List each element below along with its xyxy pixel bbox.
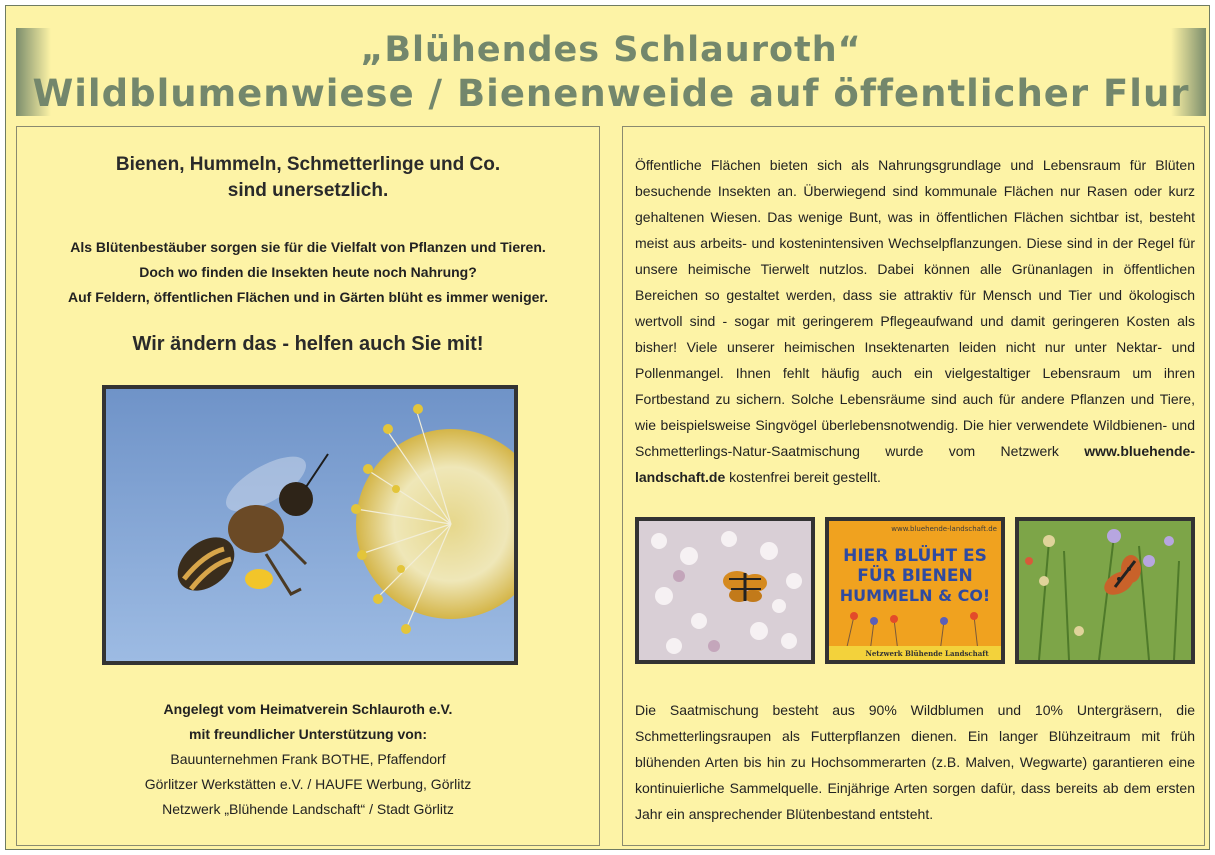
sign-line1: HIER BLÜHT ES (843, 546, 987, 566)
butterfly-photo-2 (1015, 517, 1195, 664)
butterfly (723, 571, 767, 602)
left-heading (17, 152, 599, 204)
sign-footer: Netzwerk Blühende Landschaft (865, 649, 989, 658)
network-link[interactable]: www.bluehende-landschaft.de (635, 443, 1195, 485)
credits-line: mit freundlicher Unterstützung von: (189, 726, 427, 742)
poster (5, 5, 1210, 850)
info-paragraph-2: Die Saatmischung besteht aus 90% Wildblumen und 10% Untergräsern, die Schmetterlingsraupen als Futterpflanzen dienen. Ein langer Blühzeitraum mit früh blühenden Arten bis hin zu Hochsommerarten (z.B. Malven, Wegwarte) garantieren eine kontinuierliche Sammelquelle. Einjährige Arten sorgen dafür, dass bereits ab dem ersten Jahr ein ansprechender Blütenbestand entsteht. (635, 702, 1195, 822)
poster-title: „Blühendes Schlauroth“ (360, 30, 862, 70)
credits-line: Netzwerk „Blühende Landschaft“ / Stadt Görlitz (162, 801, 454, 817)
sign-line2: FÜR BIENEN (857, 566, 973, 586)
left-heading-line2: sind unersetzlich. (227, 180, 389, 201)
credits-line: Görlitzer Werkstätten e.V. / HAUFE Werbung, Görlitz (144, 776, 472, 792)
intro-line: Als Blütenbestäuber sorgen sie für die Vielfalt von Pflanzen und Tieren. (70, 239, 546, 255)
butterfly-photo-1 (635, 517, 815, 664)
credits-line: Angelegt vom Heimatverein Schlauroth e.V. (163, 701, 453, 717)
poster-header (16, 28, 1206, 116)
call-to-action: Wir ändern das - helfen auch Sie mit! (132, 333, 484, 355)
info-sign-photo (825, 517, 1005, 664)
credits (17, 697, 599, 822)
paragraph-text: Öffentliche Flächen bieten sich als Nahrungsgrundlage und Lebensraum für Blüten besuchende Insekten an. Überwiegend sind kommunale Flächen nur Rasen oder kurz gehaltenen Wiesen. Das wenige Bunt, was in öffentlichen Flächen sichtbar ist, besteht meist aus arbeits- und kostenintensiven Wechselpflanzungen. Diese sind in der Regel für unsere heimische Tierwelt nutzlos. Dabei können alle Grünanlagen in öffentlichen Bereichen so gestaltet werden, dass sie attraktiv für Mensch und Tier und ökologisch wertvoll sind - sogar mit geringerem Pflegeaufwand und damit geringeren Kosten als bisher! Viele unserer heimischen Insektenarten leiden nicht nur unter Nektar- und Pollenmangel. Ihnen fehlt häufig auch ein vielgestaltiger Lebensraum um ihren Fortbestand zu sichern. Solche Lebensräume sind auch für andere Pflanzen und Tiere, wie beispielsweise Singvögel überlebensnotwendig. Die hier verwendete Wildbienen- und Schmetterlings-Natur-Saatmischung wurde vom Netzwerk (635, 157, 1195, 459)
paragraph-end: kostenfrei bereit gestellt. (729, 469, 881, 485)
info-paragraph-1 (635, 152, 1195, 490)
credits-line: Bauunternehmen Frank BOTHE, Pfaffendorf (170, 751, 446, 767)
sign-url: www.bluehende-landschaft.de (891, 525, 997, 533)
right-panel (622, 126, 1205, 846)
intro-line: Auf Feldern, öffentlichen Flächen und in Gärten blüht es immer weniger. (68, 289, 548, 305)
left-panel (16, 126, 600, 846)
sign-line3: HUMMELN & CO! (839, 586, 991, 605)
left-heading-line1: Bienen, Hummeln, Schmetterlinge und Co. (115, 154, 501, 175)
poster-subtitle: Wildblumenwiese / Bienenweide auf öffentlicher Flur (32, 72, 1190, 115)
left-intro-text (17, 235, 599, 310)
intro-line: Doch wo finden die Insekten heute noch Nahrung? (139, 264, 477, 280)
bee-photo (102, 385, 518, 665)
